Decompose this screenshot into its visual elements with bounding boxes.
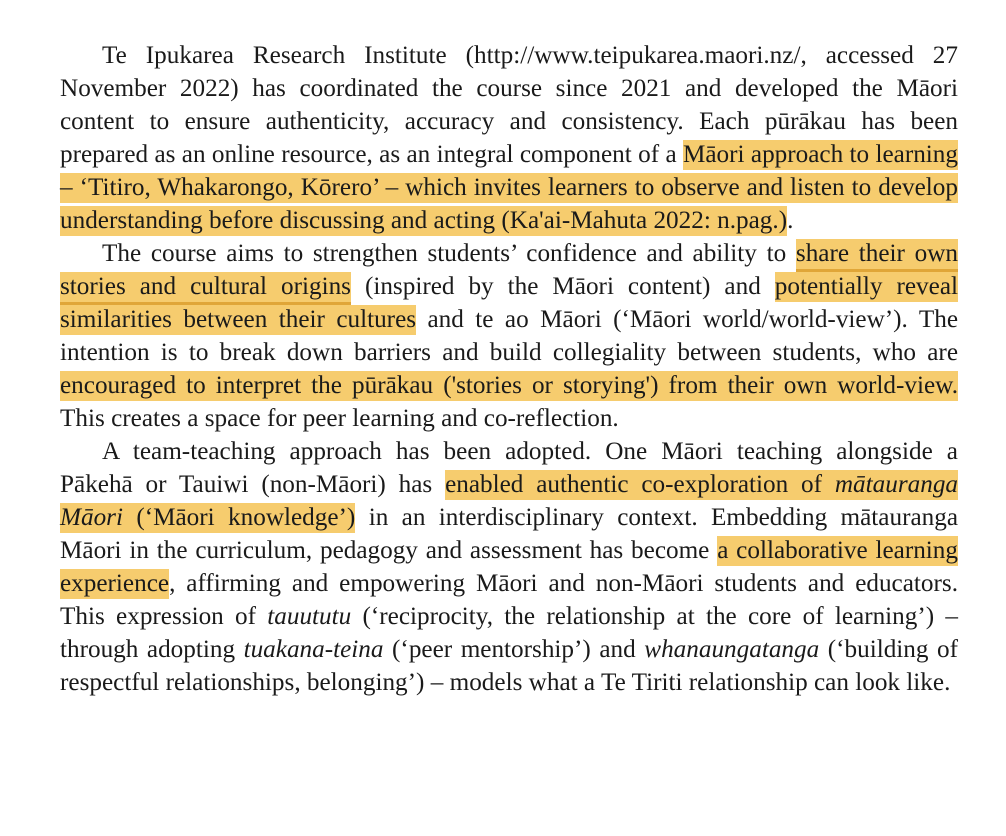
highlighted-passage[interactable]: potentially reveal similarities between their cultures [60, 273, 959, 333]
text-span: in an interdisciplinary context. Embedding mātauranga Māori in the curriculum, pedagogy and assessment has become [60, 504, 958, 564]
text-span: A team-teaching approach has been adopted. One Māori teaching alongside a Pākehā or Tauiwi (non-Māori) has [60, 438, 958, 498]
highlighted-passage[interactable]: encouraged to interpret the pūrākau ('stories or storying') from their own world-view. [60, 372, 958, 399]
italic-term: tauututu [267, 603, 352, 630]
text-span: Te Ipukarea Research Institute (http://www.teipukarea.maori.nz/, accessed 27 November 2022) has coordinated the course since 2021 and developed the Māori content to ensure authenticity, accuracy and consistency. Each pūrākau has been prepared as an online resource, as an integral component of a [60, 42, 958, 168]
text-span: and te ao Māori (‘Māori world/world-view’). The intention is to break down barriers and build collegiality between students, who are [60, 306, 958, 366]
text-span: (inspired by the Māori content) and [350, 273, 775, 300]
paragraph-1 [60, 39, 958, 237]
highlighted-passage[interactable]: (‘Māori knowledge’) [122, 504, 356, 531]
italic-term: whanaungatanga [644, 636, 820, 663]
highlighted-passage-italic[interactable]: mātauranga Māori [60, 471, 959, 531]
text-span: . [787, 207, 794, 234]
text-span: (‘reciprocity, the relationship at the core of learning’) – through adopting [60, 603, 959, 663]
highlighted-passage[interactable]: share their own stories and cultural origins [60, 239, 958, 305]
text-span: (‘building of respectful relationships, belonging’) – models what a Te Tiriti relationship can look like. [60, 636, 959, 696]
text-span: This creates a space for peer learning and co-reflection. [60, 405, 619, 432]
italic-term: tuakana-teina [243, 636, 384, 663]
paragraph-2 [60, 237, 958, 435]
text-span: , affirming and empowering Māori and non-Māori students and educators. This expression of [60, 570, 958, 630]
paragraph-3 [60, 435, 958, 699]
text-span: The course aims to strengthen students’ confidence and ability to [102, 240, 796, 267]
highlighted-passage[interactable]: Māori approach to learning – ‘Titiro, Whakarongo, Kōrero’ – which invites learners to observe and listen to develop understanding before discussing and acting (Ka'ai-Mahuta 2022: n.pag.) [60, 141, 958, 234]
highlighted-passage[interactable]: a collaborative learning experience [60, 537, 958, 597]
highlighted-passage[interactable]: enabled authentic co-exploration of [445, 471, 835, 498]
text-span: (‘peer mentorship’) and [383, 636, 645, 663]
